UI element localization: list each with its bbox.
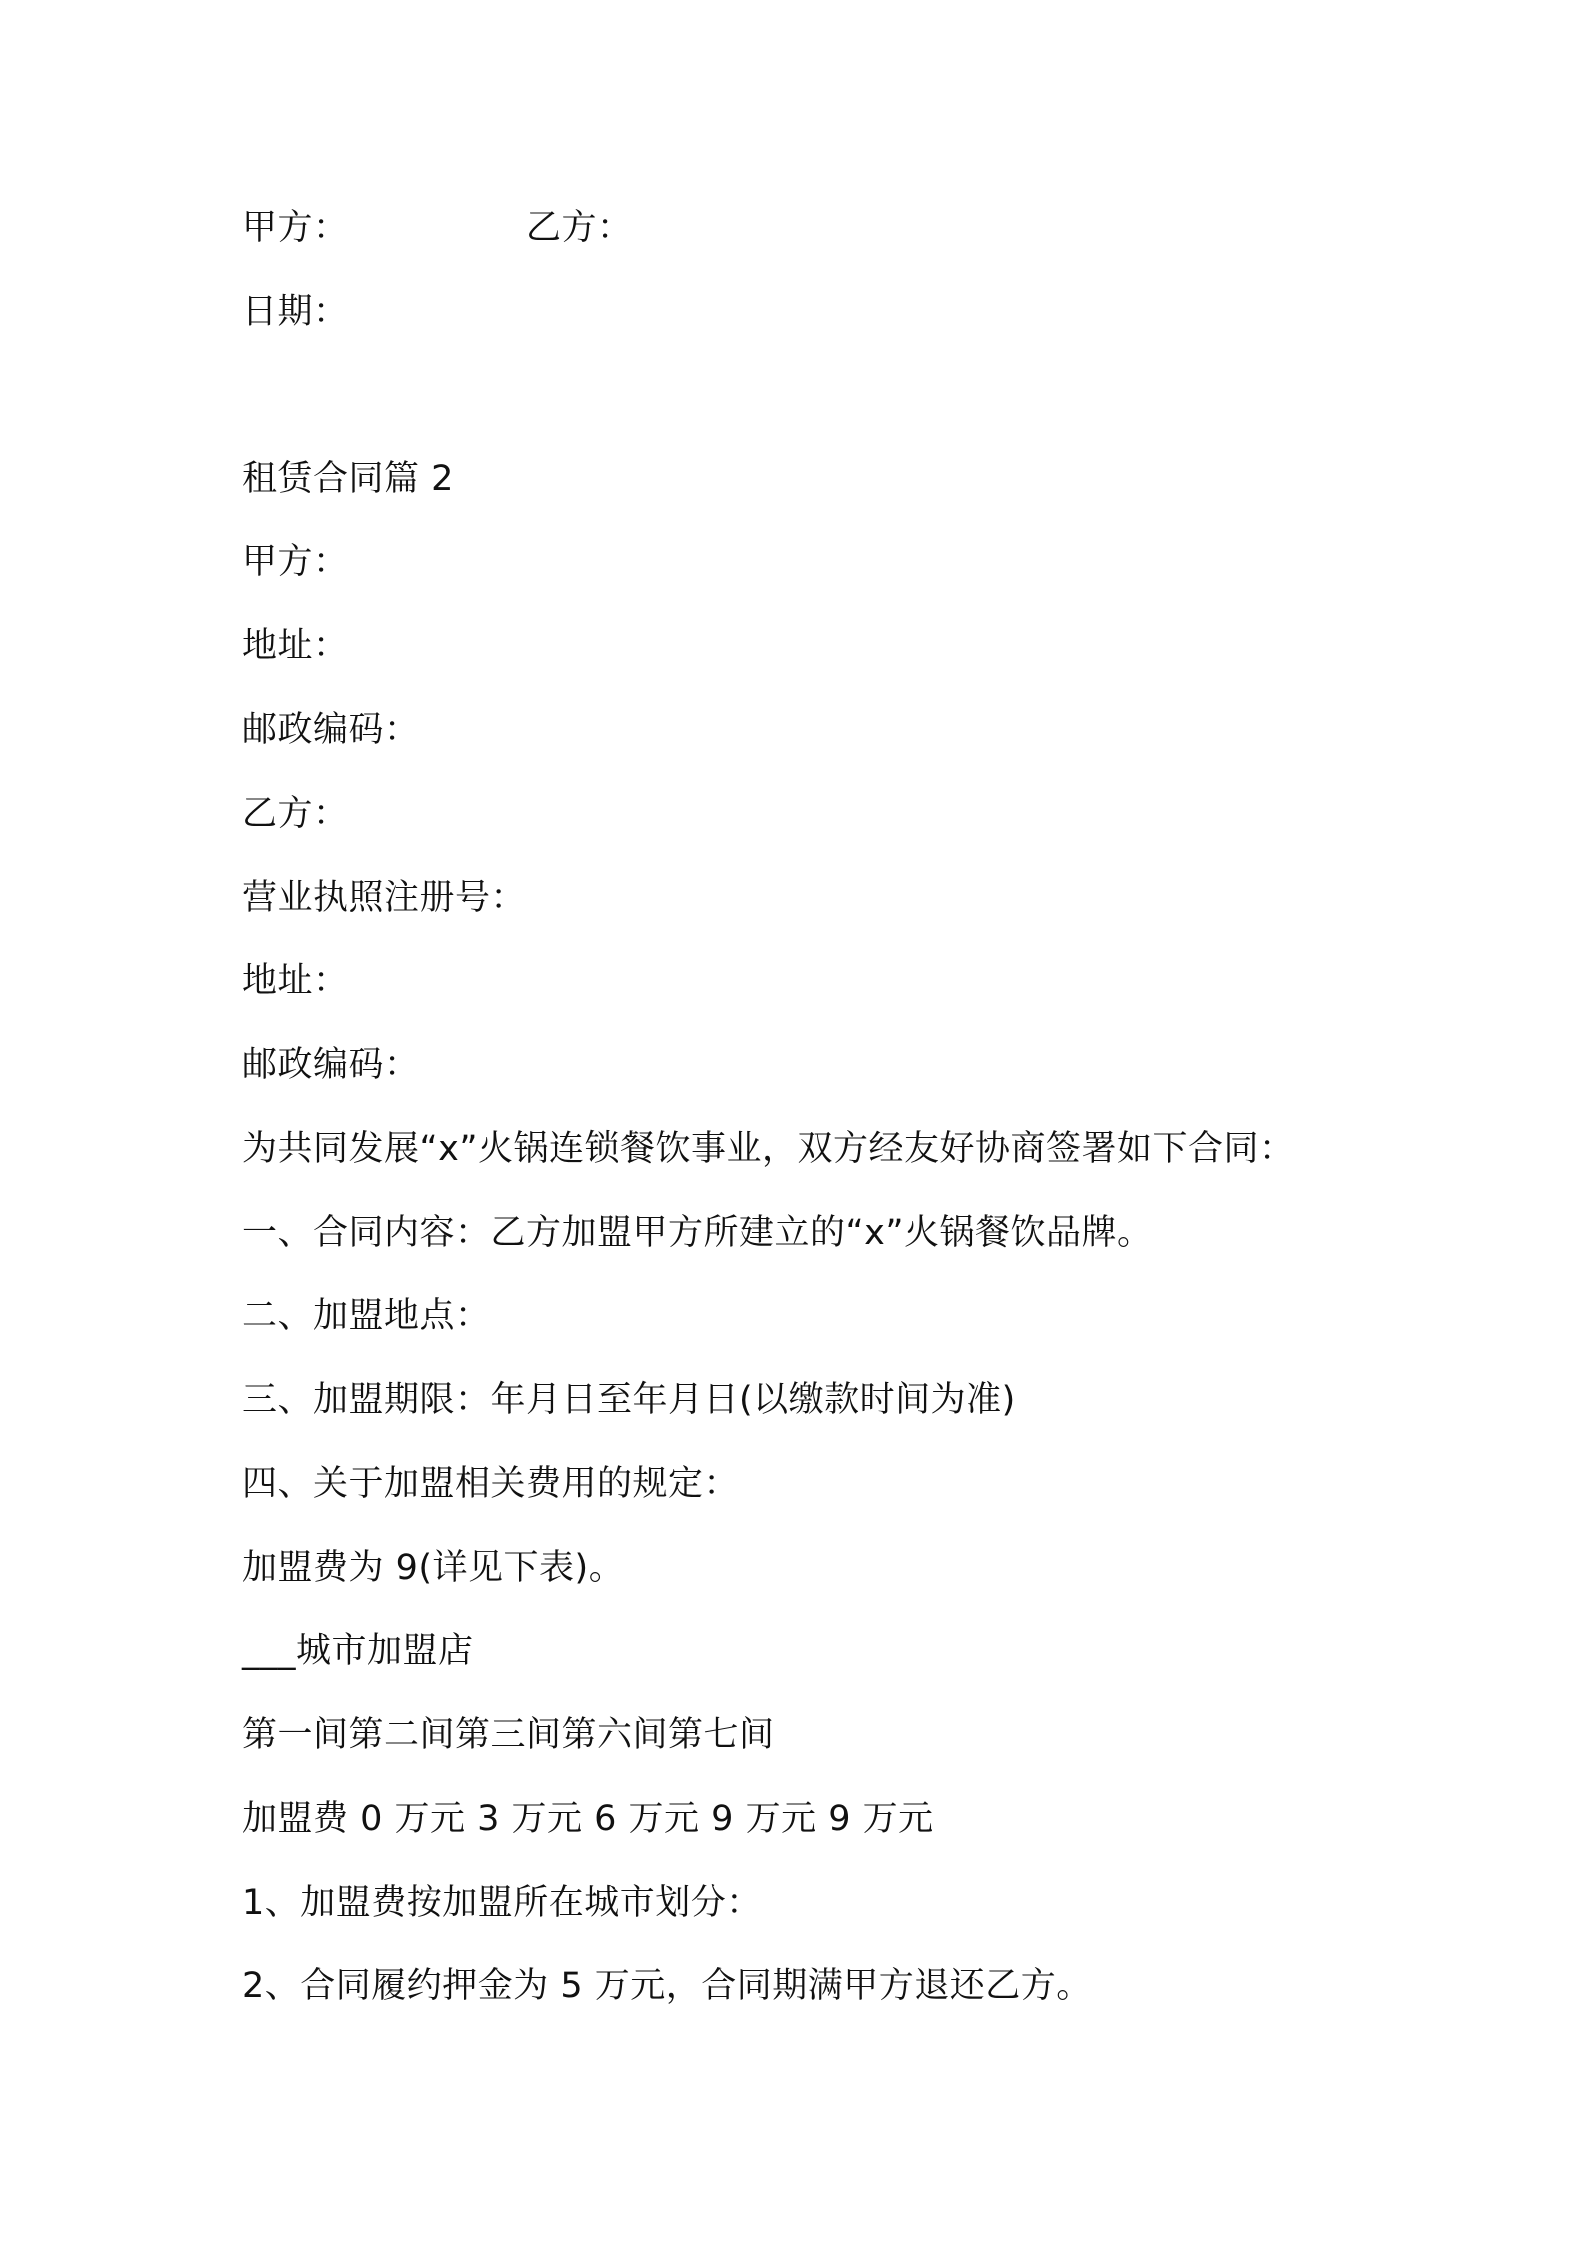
store-order-line: 第一间第二间第三间第六间第七间 <box>242 1715 775 1755</box>
sub-clause-1: 1、加盟费按加盟所在城市划分： <box>242 1883 762 1923</box>
party-a-line: 甲方： <box>242 542 349 582</box>
business-license-line: 营业执照注册号： <box>242 878 527 918</box>
party-a-address-line: 地址： <box>242 626 349 666</box>
clause-2: 二、加盟地点： <box>242 1296 491 1336</box>
clause-3: 三、加盟期限：年月日至年月日(以缴款时间为准) <box>242 1380 1016 1420</box>
clause-4: 四、关于加盟相关费用的规定： <box>242 1464 740 1504</box>
fee-values-line: 加盟费 0 万元 3 万元 6 万元 9 万元 9 万元 <box>242 1799 934 1839</box>
party-a-postcode-line: 邮政编码： <box>242 710 420 750</box>
signature-party-b: 乙方： <box>526 208 633 248</box>
fee-note: 加盟费为 9(详见下表)。 <box>242 1548 625 1588</box>
preamble-paragraph: 为共同发展“x”火锅连锁餐饮事业，双方经友好协商签署如下合同： <box>242 1129 1295 1169</box>
party-b-address-line: 地址： <box>242 961 349 1001</box>
signature-party-a: 甲方： <box>242 208 349 248</box>
signature-date: 日期： <box>242 292 349 332</box>
party-b-line: 乙方： <box>242 794 349 834</box>
city-store-line: ___城市加盟店 <box>242 1631 474 1671</box>
party-b-postcode-line: 邮政编码： <box>242 1045 420 1085</box>
clause-1: 一、合同内容：乙方加盟甲方所建立的“x”火锅餐饮品牌。 <box>242 1213 1153 1253</box>
sub-clause-2: 2、合同履约押金为 5 万元，合同期满甲方退还乙方。 <box>242 1966 1092 2006</box>
document-title: 租赁合同篇 2 <box>242 459 454 499</box>
